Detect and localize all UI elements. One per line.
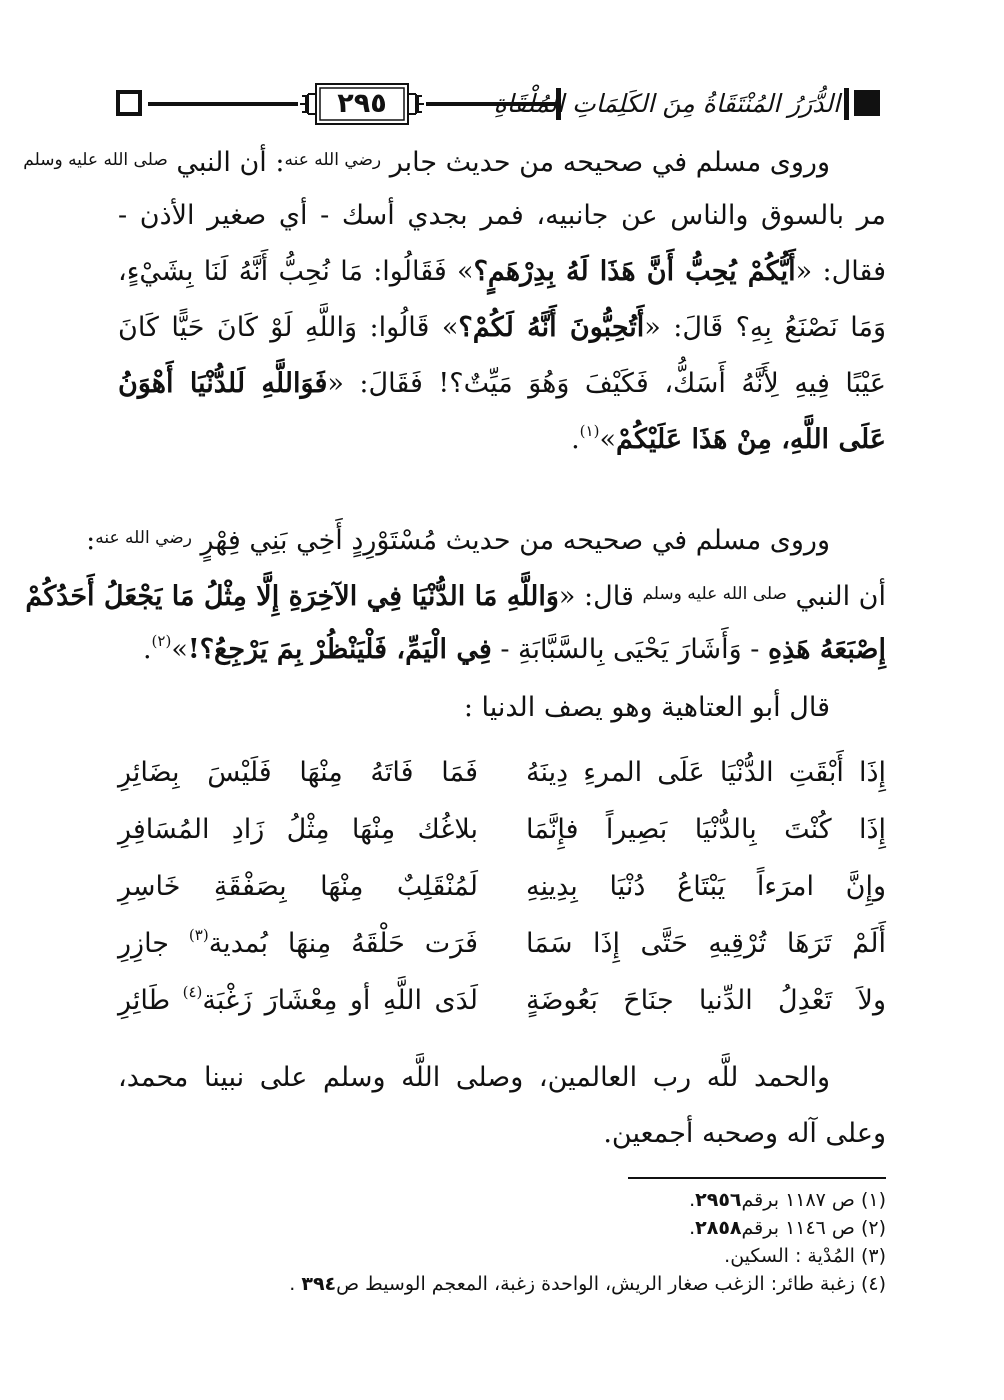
text-line xyxy=(118,300,886,356)
text-run: أن النبي xyxy=(795,581,886,612)
footnote-ref: (٣) xyxy=(188,926,209,944)
hadith-quote: عَلَى اللَّهِ، مِنْ هَذَا عَلَيْكُمْ xyxy=(615,424,886,455)
header-rule-left xyxy=(148,102,298,106)
honorific-salla-allahu: صلى الله عليه وسلم xyxy=(642,584,787,604)
poem xyxy=(118,744,886,1029)
poem-hemistich-first: إِذَا أَبْقَتِ الدُّنْيَا عَلَى المرءِ دِينَهُ xyxy=(526,757,886,788)
footnote-number: ٢٨٥٨ xyxy=(695,1217,742,1239)
poem-hemistich-second xyxy=(118,915,478,972)
text-run: » xyxy=(599,424,616,455)
text-run: : xyxy=(86,525,96,556)
footnote xyxy=(118,1214,886,1242)
poem-verse xyxy=(118,744,886,801)
footnote-number: ٣٩٤ xyxy=(301,1273,337,1295)
paragraph-jabir-hadith xyxy=(23,132,886,468)
poem-hemistich-first: ولاَ تَعْدِلُ الدِّنيا جنَاحَ بَعُوضَةٍ xyxy=(526,985,886,1016)
page-number-frame xyxy=(298,82,426,126)
poem-verse xyxy=(118,858,886,915)
running-title: الدُّرَرُ المُنْتَقَاةُ مِنَ الكَلِمَاتِ المُلْقَاةِ xyxy=(493,89,840,118)
hadith-quote: أَيُّكُمْ يُحِبُّ أَنَّ هَذَا لَهُ بِدِرْهَمٍ؟ xyxy=(473,256,796,287)
footnote-text: . xyxy=(689,1217,696,1239)
text-line: مر بالسوق والناس عن جانبيه، فمر بجدي أسك - أي صغير الأذن - xyxy=(118,200,886,231)
text-run: وَمَا نَصْنَعُ بِهِ؟ قَالَ: « xyxy=(644,312,886,343)
footnote-text: (٣) المُدْية : السكين. xyxy=(724,1245,886,1267)
poem-verse xyxy=(118,915,886,972)
hadith-quote: إِصْبَعَهُ هَذِهِ xyxy=(767,634,886,665)
footnote-text: (١) ص ١١٨٧ برقم xyxy=(741,1189,886,1211)
text-line xyxy=(25,566,886,622)
footnote-ref: (٢) xyxy=(151,632,172,650)
paragraph-closing-praise xyxy=(118,1050,886,1162)
footnote-text: . xyxy=(289,1273,302,1295)
text-run: . xyxy=(571,424,580,455)
poem-verse xyxy=(118,972,886,1029)
hadith-quote: أَتُحِبُّونَ أَنَّهُ لَكُمْ؟ xyxy=(458,312,645,343)
text-line xyxy=(23,132,886,188)
footnote-separator xyxy=(628,1177,886,1179)
text-run: قال: « xyxy=(558,581,634,612)
text-run: - وَأَشَارَ يَحْيَى بِالسَّبَّابَةِ - xyxy=(491,634,768,665)
text-run: عَيْبًا فِيهِ لِأَنَّهُ أَسَكُّ، فَكَيْفَ وَهُوَ مَيِّتٌ؟! فَقَالَ: « xyxy=(327,368,886,399)
text-run: » فَقَالُوا: مَا نُحِبُّ أَنَّهُ لَنَا بِشَيْءٍ، xyxy=(118,256,474,287)
poem-hemistich-first: وإِنَّ امرَءاً يَبْتَاعُ دُنْيَا بِدِينِهِ xyxy=(526,871,886,902)
text-line xyxy=(86,510,886,566)
footnote-ref: (٤) xyxy=(182,983,203,1001)
text-run: لَدَى اللَّهِ أو مِعْشَارَ زَغْبَة xyxy=(202,985,478,1016)
paragraph-poem-intro xyxy=(118,680,886,736)
header-bar-ornament xyxy=(844,88,849,120)
hadith-quote: وَاللَّهِ مَا الدُّنْيَا فِي الآخِرَةِ إِلَّا مِثْلُ مَا يَجْعَلُ أَحَدُكُمْ xyxy=(25,581,559,612)
page-number: ٢٩٥ xyxy=(337,88,387,119)
text-run: » قَالُوا: وَاللَّهِ لَوْ كَانَ حَيًّا كَانَ xyxy=(118,312,459,343)
text-run: . xyxy=(142,634,152,665)
hadith-quote: فِي الْيَمِّ، فَلْيَنْظُرْ بِمَ يَرْجِعُ؟! xyxy=(187,634,492,665)
footnote-text: (٤) زغبة طائر: الزغب صغار الريش، الواحدة زغبة، المعجم الوسيط ص xyxy=(336,1273,886,1295)
footnote-ref: (١) xyxy=(579,422,600,440)
poem-hemistich-first: أَلَمْ تَرَهَا تُرْقِيهِ حَتَّى إِذَا سَمَا xyxy=(526,928,886,959)
text-line: قال أبو العتاهية وهو يصف الدنيا : xyxy=(463,692,830,723)
text-line xyxy=(118,244,886,300)
text-line: والحمد للَّه رب العالمين، وصلى اللَّه وسلم على نبينا محمد، xyxy=(118,1062,830,1093)
honorific-salla-allahu: صلى الله عليه وسلم xyxy=(23,150,168,170)
text-line xyxy=(118,356,886,412)
footnote xyxy=(118,1186,886,1214)
footnote xyxy=(118,1242,886,1270)
poem-hemistich-second: فَمَا فَاتَهُ مِنْهَا فَلَيْسَ بِضَائِرِ xyxy=(118,757,478,788)
text-run: : أن النبي xyxy=(176,147,285,178)
text-run: فَرَت حَلْقَهُ مِنهَا بُمدية xyxy=(208,928,478,959)
text-run: وروى مسلم في صحيحه من حديث مُسْتَوْرِدٍ أَخِي بَنِي فِهْرٍ xyxy=(200,525,830,556)
poem-verse xyxy=(118,801,886,858)
footnote-text: (٢) ص ١١٤٦ برقم xyxy=(741,1217,886,1239)
poem-hemistich-second: لَمُنْقَلِبٌ مِنْهَا بِصَفْقَةِ خَاسِرِ xyxy=(118,871,478,902)
text-run: فقال: « xyxy=(795,256,886,287)
header-square-solid-ornament xyxy=(854,90,880,116)
footnotes xyxy=(118,1186,886,1298)
text-run: طَائِرِ xyxy=(118,985,183,1016)
text-line xyxy=(118,412,886,468)
paragraph-mustawrid-hadith xyxy=(25,510,886,678)
text-line: وعلى آله وصحبه أجمعين. xyxy=(603,1118,886,1149)
footnote-number: ٢٩٥٦ xyxy=(695,1189,742,1211)
honorific-radiallahu: رضي الله عنه xyxy=(284,150,382,170)
header-square-outline-ornament xyxy=(116,90,142,116)
text-run: جازِرِ xyxy=(118,928,189,959)
text-run: » xyxy=(171,634,188,665)
page-header xyxy=(112,74,882,134)
hadith-quote: فَوَاللَّهِ لَلدُّنْيَا أَهْوَنُ xyxy=(118,368,328,399)
text-line xyxy=(118,622,886,678)
text-run: وروى مسلم في صحيحه من حديث جابر xyxy=(389,147,830,178)
footnote-text: . xyxy=(689,1189,696,1211)
poem-hemistich-second xyxy=(118,972,478,1029)
footnote xyxy=(118,1270,886,1298)
poem-hemistich-second: بلاغُك مِنْهَا مِثْلُ زَادِ المُسَافِرِ xyxy=(118,814,478,845)
honorific-radiallahu: رضي الله عنه xyxy=(95,528,192,548)
poem-hemistich-first: إِذَا كُنْتَ بِالدُّنْيَا بَصِيراً فإِنَّمَا xyxy=(526,814,886,845)
